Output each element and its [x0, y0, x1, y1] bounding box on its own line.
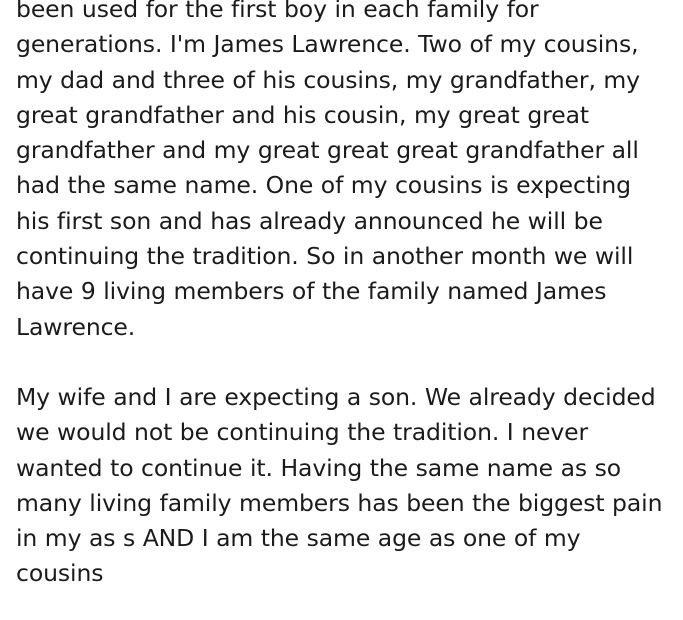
redaction-smudge: [596, 556, 612, 578]
paragraph-spacer: [16, 345, 667, 380]
paragraph-2: My wife and I are expecting a son. We already decided we would not be continuing the tradition. I never wanted to continue it. Having the same name as so many living family members has been the biggest pain in my as s AND I am the same age as one of my cousins: [16, 382, 663, 588]
paragraph-1: been used for the first boy in each family for generations. I'm James Lawrence. Two of my cousins, my dad and three of his cousins, my grandfather, my great grandfather and his cousin, my great great grandfather and my great great great grandfather all had the same name. One of my cousins is expecting his first son and has already announced he will be continuing the tradition. So in another month we will have 9 living members of the family named James Lawrence.: [16, 0, 640, 341]
